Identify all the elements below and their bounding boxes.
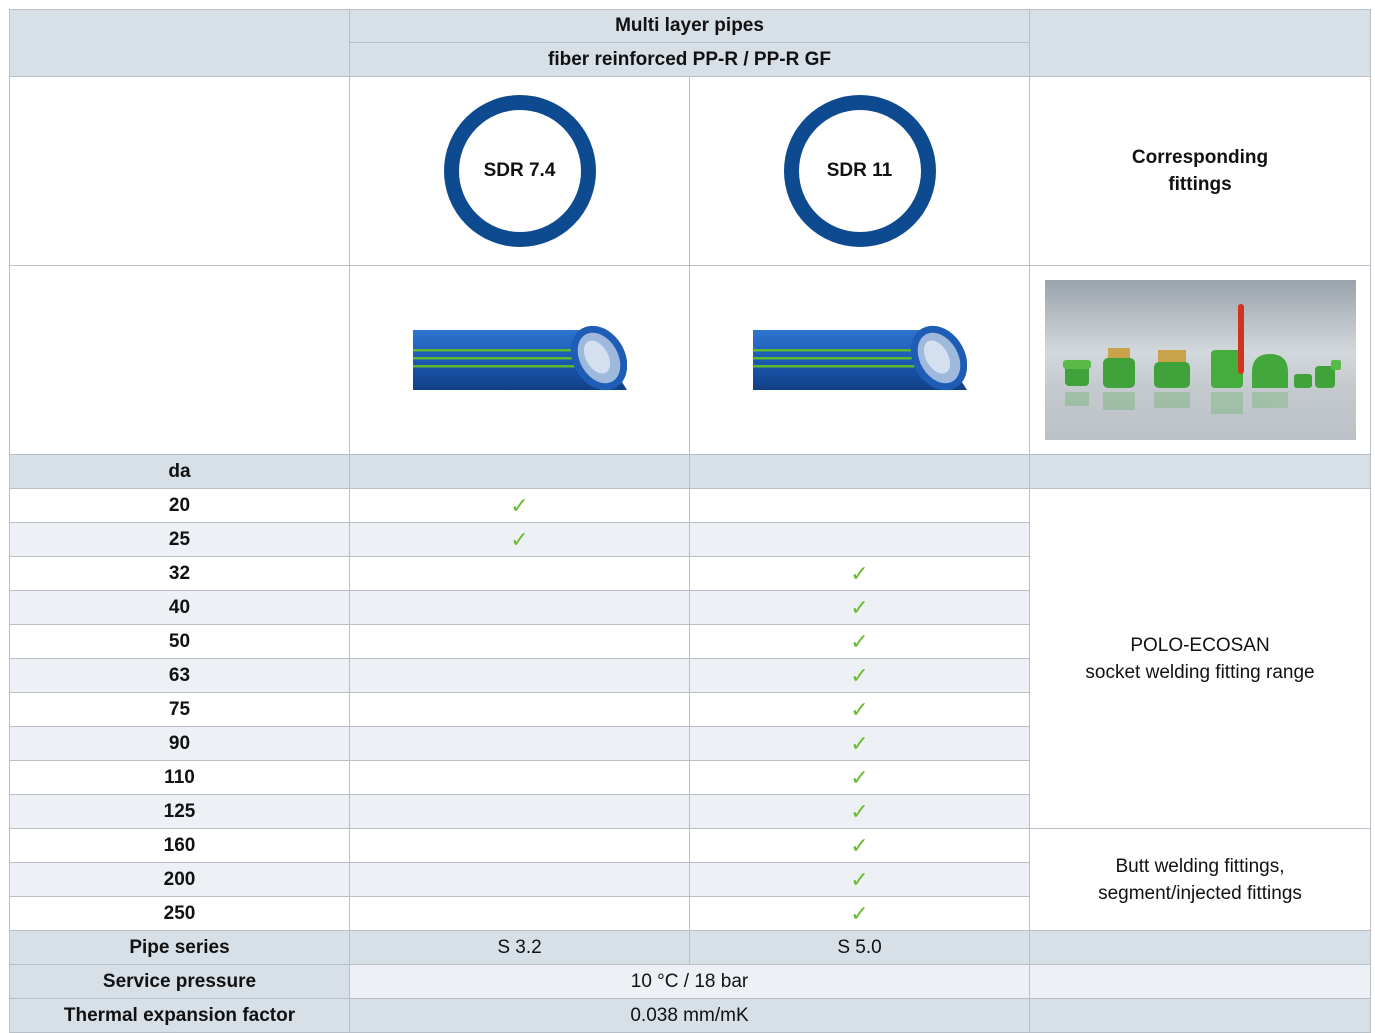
check-icon: ✓ [690,761,1030,795]
service-pressure-label: Service pressure [10,965,350,999]
check-icon [350,659,690,693]
group-subtitle: fiber reinforced PP-R / PP-R GF [350,43,1030,77]
da-value: 40 [10,591,350,625]
check-icon: ✓ [690,727,1030,761]
sdr-ring-icon [784,95,936,247]
pipe-series-label: Pipe series [10,931,350,965]
check-icon [350,829,690,863]
check-icon [350,795,690,829]
check-icon: ✓ [690,625,1030,659]
fittings-photo [1045,280,1356,440]
check-icon [350,727,690,761]
thermal-label: Thermal expansion factor [10,999,350,1033]
check-icon: ✓ [690,693,1030,727]
da-header: da [10,455,350,489]
fittings-butt-line2: segment/injected fittings [1098,882,1302,904]
thermal-row [10,999,1371,1033]
header-blank-right [1030,10,1371,77]
fittings-socket-line2: socket welding fitting range [1085,661,1315,683]
pipe-image-cell-2 [690,266,1030,455]
da-header-blank [350,455,690,489]
fittings-socket-note [1030,489,1371,829]
da-value: 125 [10,795,350,829]
pipe-series-row [10,931,1371,965]
check-icon: ✓ [690,659,1030,693]
check-icon [690,523,1030,557]
check-icon: ✓ [350,489,690,523]
da-value: 32 [10,557,350,591]
blank-cell [10,266,350,455]
check-icon: ✓ [690,591,1030,625]
da-value: 160 [10,829,350,863]
da-value: 110 [10,761,350,795]
sdr-ring-icon [444,95,596,247]
pipe-icon [753,324,967,396]
check-icon [350,897,690,931]
header-blank-left [10,10,350,77]
blank-cell [1030,999,1371,1033]
da-value: 90 [10,727,350,761]
da-header-blank [690,455,1030,489]
check-icon: ✓ [690,795,1030,829]
da-header-blank [1030,455,1371,489]
da-value: 250 [10,897,350,931]
check-icon: ✓ [350,523,690,557]
check-icon: ✓ [690,829,1030,863]
blank-cell [1030,965,1371,999]
check-icon [350,761,690,795]
fittings-image-cell [1030,266,1371,455]
service-pressure-value: 10 °C / 18 bar [350,965,1030,999]
pipe-series-value: S 5.0 [690,931,1030,965]
thermal-value: 0.038 mm/mK [350,999,1030,1033]
da-value: 200 [10,863,350,897]
blank-cell [1030,931,1371,965]
fittings-socket-line1: POLO-ECOSAN [1130,634,1270,656]
check-icon [350,863,690,897]
group-title: Multi layer pipes [350,10,1030,43]
da-value: 25 [10,523,350,557]
da-value: 75 [10,693,350,727]
check-icon [350,591,690,625]
blank-cell [10,77,350,266]
check-icon [690,489,1030,523]
fittings-butt-line1: Butt welding fittings, [1115,855,1285,877]
check-icon [350,557,690,591]
check-icon: ✓ [690,863,1030,897]
pipe-series-value: S 3.2 [350,931,690,965]
check-icon [350,693,690,727]
check-icon: ✓ [690,557,1030,591]
check-icon [350,625,690,659]
table-row [10,829,1371,863]
pipe-image-cell-1 [350,266,690,455]
da-value: 50 [10,625,350,659]
sdr-cell-1 [350,77,690,266]
fittings-butt-note [1030,829,1371,931]
pipe-comparison-table [9,9,1371,1033]
sdr-label: SDR 7.4 [483,160,556,181]
da-value: 63 [10,659,350,693]
table-row [10,489,1371,523]
pipe-icon [413,324,627,396]
check-icon: ✓ [690,897,1030,931]
da-value: 20 [10,489,350,523]
sdr-label: SDR 11 [826,160,893,181]
fittings-title: Corresponding fittings [1030,77,1371,266]
sdr-cell-2 [690,77,1030,266]
service-pressure-row [10,965,1371,999]
